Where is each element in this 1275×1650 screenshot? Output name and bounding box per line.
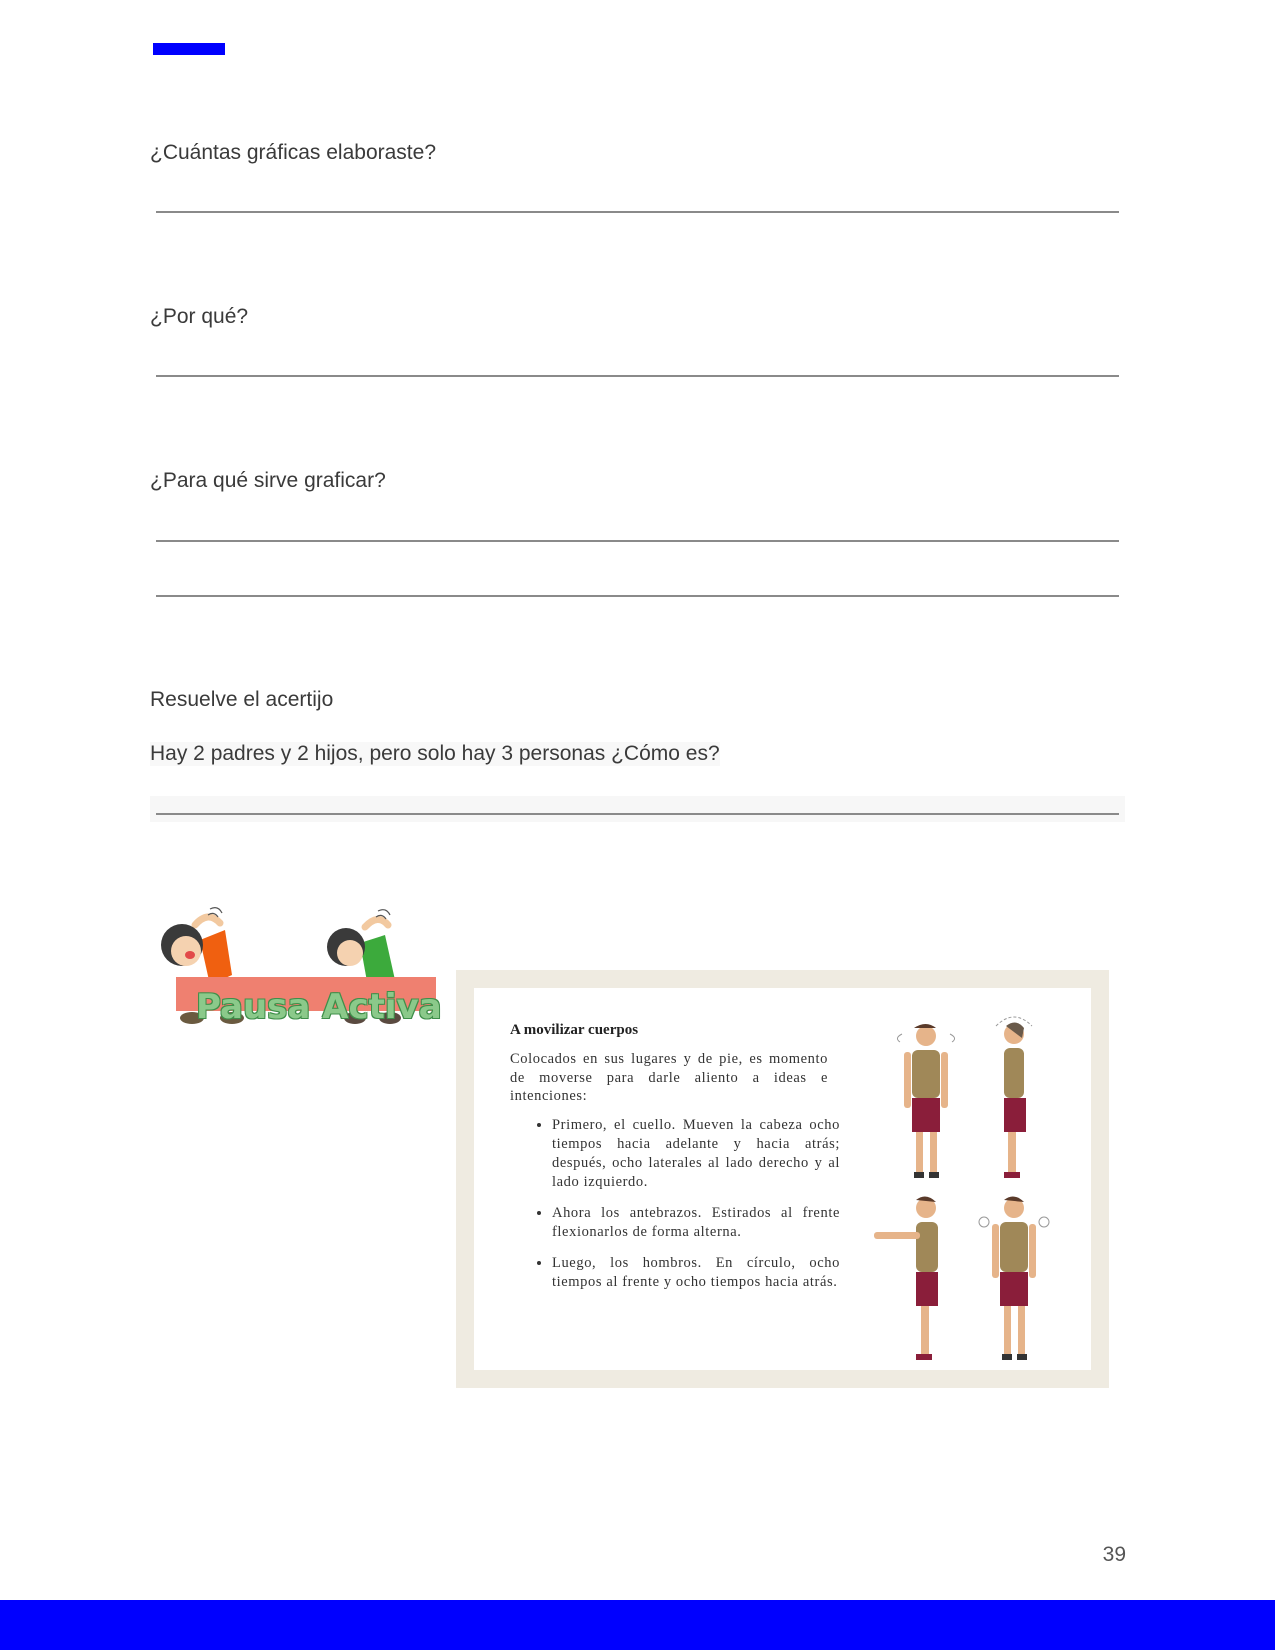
riddle-heading: Resuelve el acertijo (150, 688, 334, 711)
exercise-card (456, 970, 1109, 1388)
question-para-que-sirve: ¿Para qué sirve graficar? (150, 469, 386, 492)
answer-line-3[interactable] (156, 540, 1119, 542)
figure-forearms (874, 1196, 938, 1360)
question-cuantas-graficas: ¿Cuántas gráficas elaboraste? (150, 141, 436, 164)
bottom-accent-bar (0, 1600, 1275, 1650)
exercise-card-inner (474, 988, 1091, 1370)
question-por-que: ¿Por qué? (150, 305, 249, 328)
top-accent-bar (153, 43, 225, 55)
answer-line-1[interactable] (156, 211, 1119, 213)
riddle-answer-line[interactable] (156, 813, 1119, 815)
answer-line-2[interactable] (156, 375, 1119, 377)
pausa-activa-title: Pausa Activa (196, 987, 442, 1027)
riddle-answer-band (150, 796, 1125, 822)
figure-neck-side (996, 1017, 1032, 1178)
exercise-card-intro: Colocados en sus lugares y de pie, es momento de moverse para darle aliento a ideas e intenciones: (510, 1051, 828, 1104)
exercise-card-title: A movilizar cuerpos (510, 1022, 639, 1038)
exercise-steps-list (510, 1116, 840, 1304)
page-number: 39 (1102, 1543, 1126, 1566)
answer-line-4[interactable] (156, 595, 1119, 597)
exercise-figures-illustration (874, 1008, 1074, 1368)
pausa-activa-banner (150, 905, 440, 1025)
exercise-step: • Luego, los hombros. En círculo, ocho tiempos al frente y ocho tiempos hacia atrás. (552, 1254, 840, 1292)
exercise-step: • Primero, el cuello. Mueven la cabeza ocho tiempos hacia adelante y hacia atrás; después, ocho laterales al lado derecho y al lado izquierdo. (552, 1116, 840, 1192)
figure-shoulders (979, 1196, 1049, 1360)
riddle-text: Hay 2 padres y 2 hijos, pero solo hay 3 personas ¿Cómo es? (150, 742, 720, 765)
exercise-step: • Ahora los antebrazos. Estirados al frente flexionarlos de forma alterna. (552, 1204, 840, 1242)
figure-neck-front (897, 1024, 954, 1178)
